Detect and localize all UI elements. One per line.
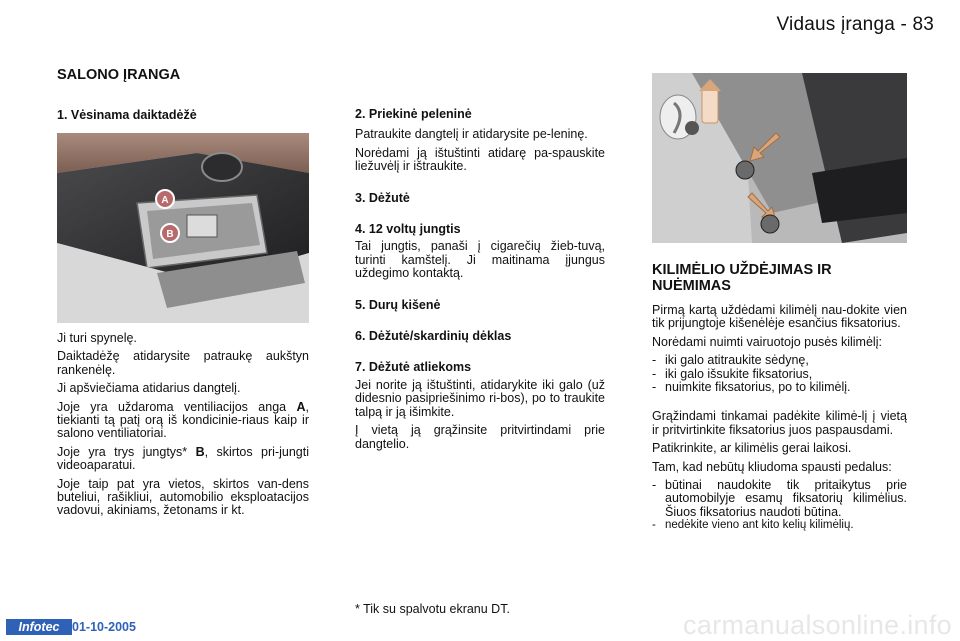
col1-text — [57, 332, 309, 523]
callout-b: B — [166, 229, 174, 240]
glovebox-photo — [57, 133, 309, 323]
list-item: - nedėkite vieno ant kito kelių kilimėlių. — [652, 519, 907, 532]
col3-p1: Pirmą kartą uždėdami kilimėlį nau-dokite vien tik prijungtoje kišenėlėje esančius fiksatorius. — [652, 303, 907, 331]
col1-p3: Ji apšviečiama atidarius dangtelį. — [57, 381, 241, 396]
label-a: A — [296, 399, 306, 414]
page-header-title: Vidaus įranga - 83 — [776, 14, 934, 35]
col1-p4: Joje yra uždaroma ventiliacijos anga A, tiekianti tą patį orą iš kondicinie-riaus kaip ir salono ventiliatoriai. — [57, 399, 309, 441]
col2-p7a: Jei norite ją ištuštinti, atidarykite iki galo (už didesnio pasipriešinimo ri-bos), po to traukite talpą ir ją išimkite. — [355, 377, 605, 419]
section-title: SALONO ĮRANGA — [57, 67, 181, 83]
floor-mat-illustration — [652, 73, 907, 243]
col2-p7b: Į vietą ją grąžinsite pritvirtindami prie dangtelio. — [355, 423, 605, 451]
footer-date: 01-10-2005 — [72, 620, 136, 634]
removal-steps-list — [652, 354, 907, 394]
col3-text — [652, 304, 907, 533]
heading-box: 3. Dėžutė — [355, 190, 410, 205]
glovebox-illustration — [57, 133, 309, 323]
callout-a: A — [161, 195, 169, 206]
col3-p4: Patikrinkite, ar kilimėlis gerai laikosi. — [652, 441, 852, 456]
col1-p1: Ji turi spynelę. — [57, 331, 137, 345]
heading-12v: 4. 12 voltų jungtis — [355, 222, 461, 237]
col2-text — [355, 108, 605, 451]
col3-p5: Tam, kad nebūtų kliudoma spausti pedalus: — [652, 459, 892, 474]
list-item: - iki galo atitraukite sėdynę, — [652, 354, 907, 367]
col1-p5: Joje yra trys jungtys* B, skirtos pri-jungti videoaparatui. — [57, 444, 309, 473]
col2-p2b: Norėdami ją ištuštinti atidarę pa-spauskite liežuvėlį ir ištraukite. — [355, 145, 605, 174]
heading-ashtray: 2. Priekinė peleninė — [355, 107, 472, 121]
label-b: B — [195, 444, 205, 459]
heading-can-holder: 6. Dėžutė/skardinių dėklas — [355, 329, 512, 344]
heading-cooled-glovebox: 1. Vėsinama daiktadėžė — [57, 108, 197, 122]
watermark: carmanualsonline.info — [683, 610, 952, 640]
infotec-logo: Infotec — [6, 619, 72, 635]
pedal-safety-list — [652, 479, 907, 533]
footnote: * Tik su spalvotu ekranu DT. — [355, 602, 510, 616]
list-item: - būtinai naudokite tik pritaikytus prie automobilyje esamų fiksatorių kilimėlius. Šiuos fiksatorius naudoti būtina. — [652, 479, 907, 519]
floor-mat-section-title: KILIMĖLIO UŽDĖJIMAS IR NUĖMIMAS — [652, 262, 832, 294]
col2-p4: Tai jungtis, panaši į cigarečių žieb-tuvą, turinti kamštelį. Ji maitinama įjungus uždegimo kontaktą. — [355, 239, 605, 281]
col3-p2: Norėdami nuimti vairuotojo pusės kilimėlį: — [652, 334, 882, 349]
floor-mat-photo — [652, 73, 907, 243]
col3-p3: Grąžindami tinkamai padėkite kilimė-lį į vietą ir pritvirtinkite fiksatorius juos paspausdami. — [652, 409, 907, 437]
list-item: - iki galo išsukite fiksatorius, — [652, 368, 907, 381]
col2-p2a: Patraukite dangtelį ir atidarysite pe-leninę. — [355, 127, 588, 142]
list-item: - nuimkite fiksatorius, po to kilimėlį. — [652, 381, 907, 394]
heading-waste-box: 7. Dėžutė atliekoms — [355, 360, 472, 375]
col1-p2: Daiktadėžę atidarysite patraukę aukštyn rankenėlę. — [57, 349, 309, 377]
col1-p6: Joje taip pat yra vietos, skirtos van-dens buteliui, rašikliui, automobilio eksploatacijos vadovui, akiniams, žetonams ir kt. — [57, 476, 309, 518]
heading-door-pocket: 5. Durų kišenė — [355, 297, 441, 312]
